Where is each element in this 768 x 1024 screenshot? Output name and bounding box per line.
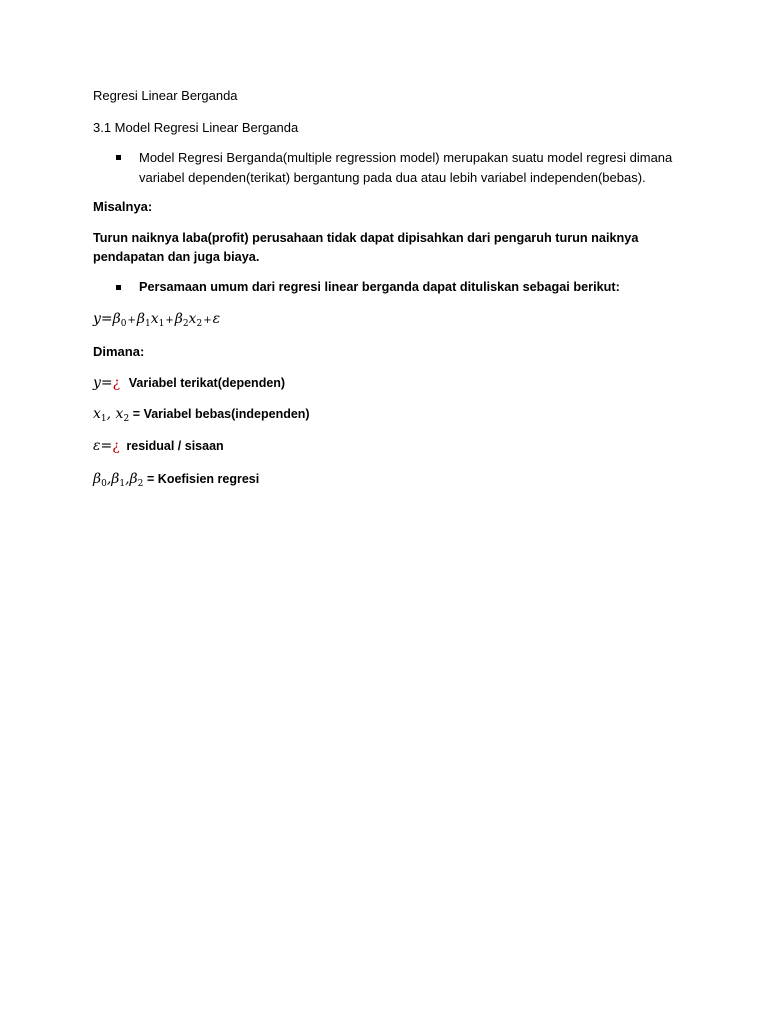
section-heading: 3.1 Model Regresi Linear Berganda (93, 120, 299, 135)
unknown-glyph: ¿ (112, 375, 121, 391)
bullet-definition-line1: Model Regresi Berganda(multiple regression model) merupakan suatu model regresi dimana (139, 150, 673, 165)
def-y: y=¿ Variabel terikat(dependen) (93, 375, 286, 391)
unknown-glyph: ¿ (112, 438, 120, 454)
example-line1: Turun naiknya laba(profit) perusahaan tidak dapat dipisahkan dari pengaruh turun naiknya (93, 231, 639, 245)
doc-title: Regresi Linear Berganda (93, 88, 238, 103)
def-x: $x_1$, $x_2$ = Variabel bebas(independen) (93, 406, 310, 424)
def-y-text: Variabel terikat(dependen) (128, 376, 286, 390)
dimana-heading: Dimana: (93, 344, 145, 359)
example-heading: Misalnya: (93, 199, 153, 214)
def-eps-text: residual / sisaan (126, 439, 224, 453)
regression-equation: $y=\beta_0+\beta_1x_1+\beta_2x_2+\varepsilon$ (93, 311, 221, 329)
bullet-marker (116, 285, 121, 290)
def-eps: ε=¿ residual / sisaan (93, 438, 224, 454)
def-beta: $\beta_0,\beta_1,\beta_2$ = Koefisien regresi (93, 471, 260, 489)
bullet-definition-line2: variabel dependen(terikat) bergantung pada dua atau lebih variabel independen(bebas). (139, 170, 646, 185)
def-x-text: = Variabel bebas(independen) (132, 407, 310, 421)
example-line2: pendapatan dan juga biaya. (93, 250, 260, 264)
bullet-marker (116, 155, 121, 160)
bullet-equation-intro: Persamaan umum dari regresi linear berganda dapat dituliskan sebagai berikut: (139, 280, 620, 294)
def-beta-text: = Koefisien regresi (147, 472, 260, 486)
